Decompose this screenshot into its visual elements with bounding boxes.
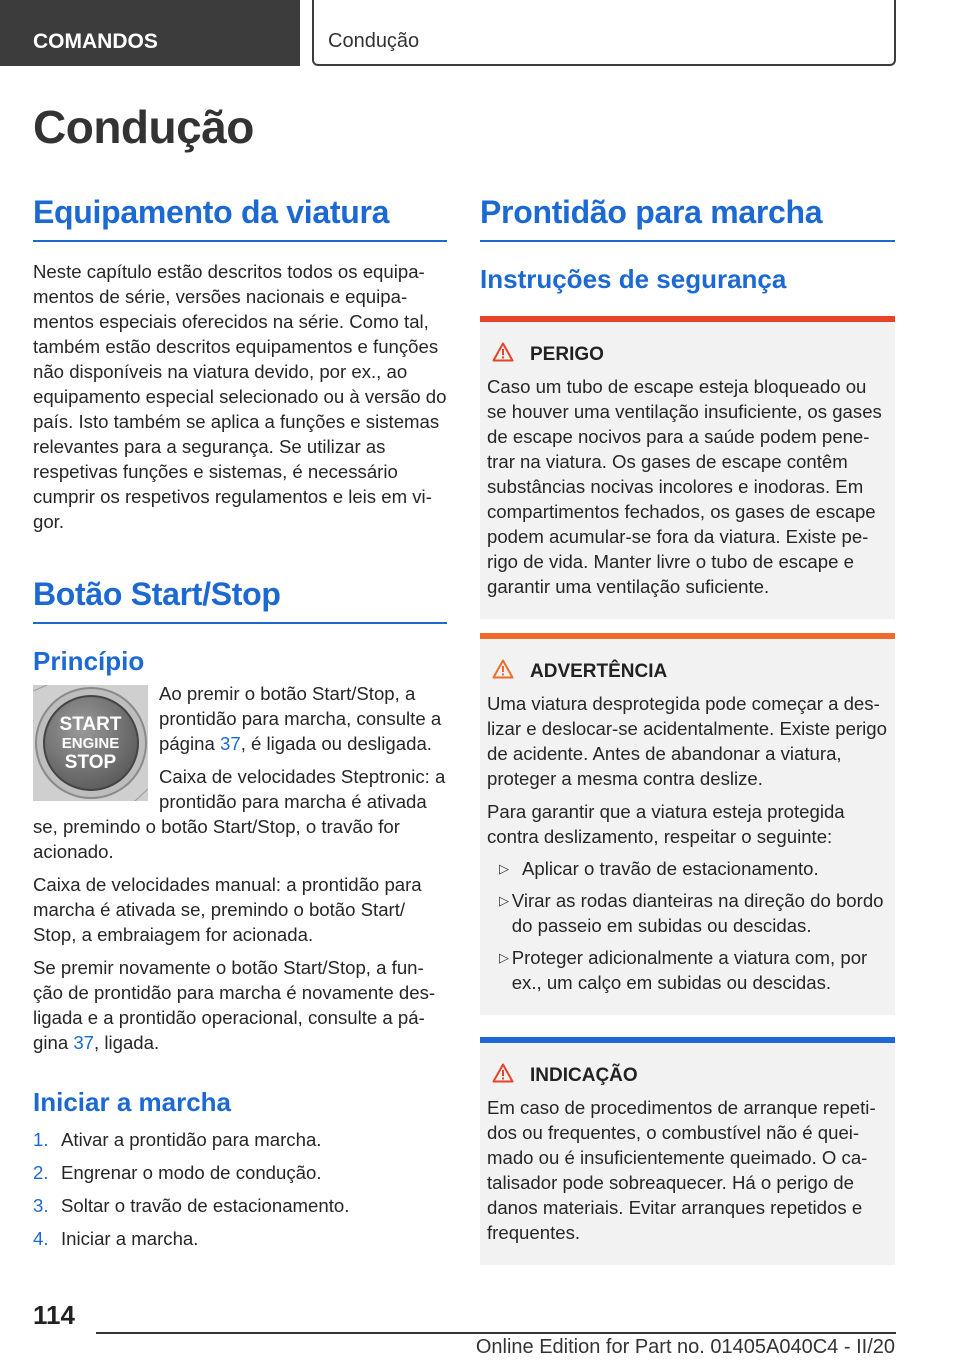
danger-text: Caso um tubo de escape esteja bloqueado ou se houver uma ventilação insuficiente, os gases de escape nocivos para a saúde podem penetrar na viatura. Os gases de escape contêm substâncias nocivas incolores e inodoras. Em compartimentos fechados, os gases de escape podem acumular-se fora da viatura. Existe perigo de vida. Manter livre o tubo de escape e garantir uma ventilação suficiente. [487,376,882,597]
section-label: COMANDOS [33,30,158,53]
step-number: 1. [33,1129,49,1150]
notice-text: Em caso de procedimentos de arranque repetidos ou frequentes, o combustível não é queimado ou é insuficientemente queimado. O catalisador pode sobreaquecer. Há o perigo de danos materiais. Evitar arranques repetidos e frequentes. [487,1097,876,1243]
footer-divider [96,1332,896,1334]
principle-heading: Princípio [33,646,145,676]
start-drive-heading: Iniciar a marcha [33,1087,231,1117]
warning-triangle-icon [492,1063,530,1089]
notice-title [492,1063,887,1089]
right-column [480,190,895,1265]
triangle-bullet-icon: ▷ [499,861,509,876]
danger-box [480,316,895,619]
button-label [33,715,148,772]
danger-title [492,342,887,368]
principle-text-1a: Ao premir o botão Start/Stop, a prontidão para marcha, consulte a página [159,683,442,754]
button-label-stop: STOP [64,752,117,773]
warning-title-text: ADVERTÊNCIA [530,661,668,682]
list-item [487,888,887,938]
list-item [33,1193,447,1218]
warning-text-1: Uma viatura desprotegida pode começar a deslizar e deslocar-se acidentalmente. Existe perigo de acidente. Antes de abandonar a viatura, proteger a mesma contra deslize. [487,693,887,789]
principle-text-4 [33,955,447,1055]
step-text: Engrenar o modo de condução. [61,1162,322,1183]
bullet-text: Proteger adicionalmente a viatura com, por ex., um calço em subidas ou descidas. [511,947,868,993]
warning-box [480,633,895,1015]
page-number: 114 [33,1300,75,1330]
page-link-37-second[interactable]: 37 [73,1032,95,1053]
bullet-text: Virar as rodas dianteiras na direção do bordo do passeio em subidas ou descidas. [511,890,884,936]
triangle-bullet-icon: ▷ [499,893,509,908]
principle-text-1b: , é ligada ou desligada. [240,733,432,754]
safety-heading: Instruções de segurança [480,264,787,294]
step-number: 3. [33,1195,49,1216]
step-number: 2. [33,1162,49,1183]
principle-section [33,681,447,1055]
page-title: Condução [33,101,254,153]
section-tab [0,0,300,66]
principle-text-2: Caixa de velocidades Steptronic: a prontidão para marcha é ativada se, premindo o botão Start/Stop, o travão for acionado. [33,766,446,862]
list-item [487,945,887,995]
button-label-engine: ENGINE [61,735,120,752]
notice-box [480,1037,895,1265]
step-text: Soltar o travão de estacionamento. [61,1195,350,1216]
step-text: Iniciar a marcha. [61,1228,199,1249]
warning-triangle-icon [492,659,530,685]
button-label-start: START [59,714,122,735]
list-item [487,856,887,881]
start-drive-steps [33,1127,447,1251]
principle-text-3: Caixa de velocidades manual: a prontidão para marcha é ativada se, premindo o botão Start/ Stop, a embraiagem for acionada. [33,874,422,945]
principle-text-4a: Se premir novamente o botão Start/Stop, a função de prontidão para marcha é novamente desligada e a prontidão operacional, consulte a página [33,957,436,1053]
danger-title-text: PERIGO [530,344,604,365]
list-item [33,1160,447,1185]
start-stop-button-image [33,685,148,801]
left-column [33,190,447,1251]
principle-text-4b: , ligada. [94,1032,160,1053]
triangle-bullet-icon: ▷ [499,950,509,965]
warning-text-2: Para garantir que a viatura esteja protegida contra deslizamento, respeitar o seguinte: [487,801,845,847]
step-text: Ativar a prontidão para marcha. [61,1129,322,1150]
startstop-heading: Botão Start/Stop [33,572,447,624]
notice-title-text: INDICAÇÃO [530,1065,638,1086]
list-item [33,1226,447,1251]
page-link-37[interactable]: 37 [220,733,241,754]
chapter-label: Condução [328,30,420,52]
chapter-header [312,0,896,66]
warning-triangle-icon [492,342,530,368]
warning-title [492,659,887,685]
bullet-text: Aplicar o travão de estacionamento. [522,858,819,879]
readiness-heading: Prontidão para marcha [480,190,895,242]
footer-edition: Online Edition for Part no. 01405A040C4 - II/20 [475,1336,895,1358]
step-number: 4. [33,1228,49,1249]
list-item [33,1127,447,1152]
equipment-heading: Equipamento da viatura [33,190,447,242]
equipment-text: Neste capítulo estão descritos todos os equipamentos de série, versões nacionais e equipamentos especiais oferecidos na série. Como tal, também estão descritos equipamentos e funções não disponíveis na viatura devido, por ex., ao equipamento especial selecionado ou à versão do país. Isto também se aplica a funções e sistemas relevantes para a segurança. Se utilizar as respetivas funções e sistemas, é necessário cumprir os respetivos regulamentos e leis em vigor. [33,261,447,532]
